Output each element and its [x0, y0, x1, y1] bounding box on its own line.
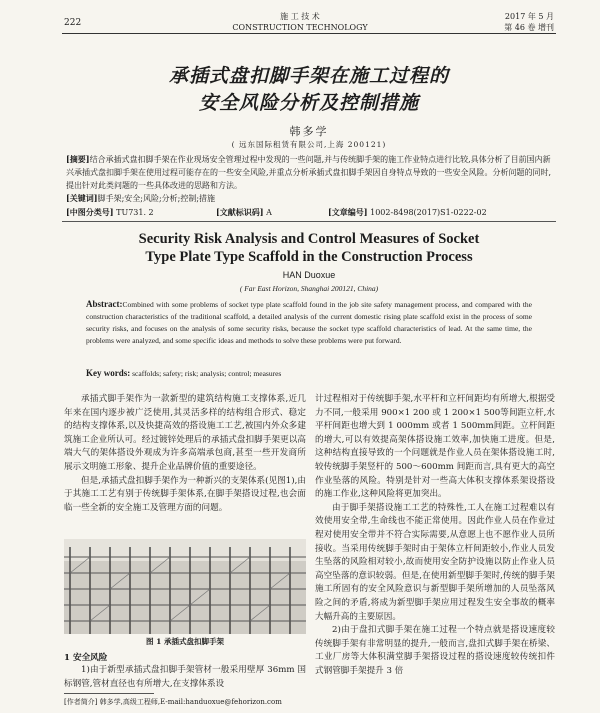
body-paragraph: 2)由于盘扣式脚手架在施工过程一个特点就是搭设速度较传统脚手架有非常明显的提升,一般而言,盘扣式脚手架在桥梁、工业厂房等大体积满堂脚手架搭设过程的搭设速度较传统扣件式钢管脚手架提升 3 倍	[315, 625, 555, 676]
keywords-cn-label: [关键词]	[66, 193, 98, 203]
keywords-en-label: Key words:	[86, 368, 131, 378]
scaffold-photo-illustration	[64, 539, 306, 634]
issue-info	[470, 11, 554, 33]
issue-date: 2017 年 5 月	[504, 12, 554, 21]
clc-value: TU731. 2	[116, 208, 154, 217]
body-left-column	[64, 393, 306, 515]
page-number: 222	[64, 18, 82, 28]
keywords-cn	[66, 193, 552, 204]
issue-volume: 第 46 卷 增刊	[504, 23, 554, 32]
body-paragraph: 计过程相对于传统脚手架,水平杆和立杆间距均有所增大,根据受力不同,一般采用 900×1 200 或 1 200×1 500等间距立杆,水平杆间距也增大到 1 000mm 或者 1 500mm间距。立杆间距的增大,可以有效提高架体搭设施工效率,加快施工进度。但是,这种结构直接导致的一个问题就是作业人员在架体搭设施工时,较传统脚手架竖杆的 500～600mm 间距而言,具有更大的高空作业坠落的风险。特别是针对一些高大体积支撑体系架设搭设的施工作业,这种风险将更加突出。	[315, 394, 555, 500]
clc-label: [中图分类号]	[66, 207, 114, 217]
keywords-cn-text: 脚手架;安全;风险;分析;控制;措施	[97, 194, 216, 203]
title-en	[62, 230, 556, 266]
title-en-line-1: Security Risk Analysis and Control Measures of Socket	[138, 231, 480, 247]
journal-name-en: CONSTRUCTION TECHNOLOGY	[232, 23, 368, 32]
body-paragraph: 由于脚手架搭设施工工艺的特殊性,工人在施工过程难以有效使用安全带,生命线也不能正常使用。因此作业人员在作业过程对使用安全带并不符合实际需要,从意愿上也不愿作业人员所接收。当采用传统脚手架时由于架体立杆间距较小,作业人员发生坠落的风险相对较小,故而使用安全防护设施以防止作业人员高空坠落的意识较弱。但是,在使用新型脚手架时,传统的脚手架施工所固有的安全风险意识与新型脚手架所增加的人员坠落风险之间的矛盾,将成为新型脚手架应用过程发生安全事故的概率大幅升高的主要原因。	[315, 502, 555, 622]
keywords-en	[86, 368, 532, 378]
abstract-cn-label: [摘要]	[66, 154, 90, 164]
body-right-column	[315, 393, 555, 678]
author-footnote: [作者简介] 韩多学,高级工程师,E-mail:handuoxue@fehorizon.com	[64, 698, 282, 706]
keywords-en-text: scaffolds; safety; risk; analysis; control; measures	[132, 369, 282, 378]
body-paragraph: 承插式脚手架作为一款新型的建筑结构施工支撑体系,近几年来在国内逐步被广泛使用,其灵活多样的结构组合形式、稳定的结构支撑体系,以及快捷高效的搭设施工工艺,被国内外众多建筑施工企业所认可。经过镀锌处理后的承插式盘扣脚手架更以高端大气的架体搭设外观成为许多高端承包商,甚至一些开发商所展示文明施工形象、提升企业品牌价值的重要途径。	[64, 394, 306, 472]
body-paragraph: 1)由于新型承插式盘扣脚手架管材一般采用壁厚 36mm 国标钢管,管材直径也有所增大,在支撑体系设	[64, 665, 306, 689]
journal-header	[200, 11, 400, 33]
doc-code-value: A	[266, 208, 272, 217]
abstract-cn	[66, 153, 552, 192]
doc-code-label: [文献标识码]	[216, 207, 264, 217]
section-heading: 1 安全风险	[64, 653, 108, 663]
affiliation-en: ( Far East Horizon, Shanghai 200121, China)	[239, 284, 379, 293]
title-cn-line-1: 承插式盘扣脚手架在施工过程的	[168, 65, 449, 87]
author-cn: 韩多学	[289, 125, 329, 138]
body-paragraph: 但是,承插式盘扣脚手架作为一种新兴的支架体系(见图1),由于其施工工艺有别于传统脚手架体系,在脚手架搭设过程,也会面临一些全新的安全施工及管理方面的问题。	[64, 475, 306, 513]
author-en: HAN Duoxue	[282, 270, 336, 280]
title-cn	[62, 63, 556, 117]
figure-scaffold-photo	[64, 539, 306, 634]
affiliation-cn: ( 远东国际租赁有限公司,上海 200121)	[231, 140, 387, 149]
article-no-value: 1002-8498(2017)S1-0222-02	[370, 208, 487, 217]
body-left-column-continued	[64, 664, 306, 691]
meta-rule	[62, 221, 556, 222]
title-cn-line-2: 安全风险分析及控制措施	[198, 92, 419, 114]
abstract-cn-text: 结合承插式盘扣脚手架在作业现场安全管理过程中发现的一些问题,并与传统脚手架的施工作业特点进行比较,具体分析了目前国内新兴承插式盘扣脚手架在使用过程可能存在的一些安全风险,并重点分析承插式盘扣脚手架因自身特点导致的一些安全风险。分析问题的同时,提出针对此类问题的一些具体改进的思路和方法。	[66, 155, 552, 190]
abstract-en-text: Combined with some problems of socket type plate scaffold found in the job site safety management process, and compared with the construction characteristics of the traditional scaffold, a detailed analysis of the current domestic rising plate scaffold exist in the process of some security risks, and focuses on the analysis of some security risks, because the socket type scaffold characteristics of lead. At the same time, the problems were analyzed, and some specific ideas and methods to solve these problems were put forward.	[86, 300, 532, 345]
footnote-rule	[64, 693, 154, 694]
header-rule	[62, 33, 556, 34]
figure-caption: 图 1 承插式盘扣脚手架	[146, 637, 224, 646]
title-en-line-2: Type Plate Type Scaffold in the Construction Process	[145, 249, 473, 265]
abstract-en-label: Abstract:	[86, 299, 123, 309]
journal-name-cn: 施 工 技 术	[280, 12, 320, 21]
article-no-label: [文章编号]	[328, 207, 368, 217]
abstract-en	[86, 298, 532, 347]
